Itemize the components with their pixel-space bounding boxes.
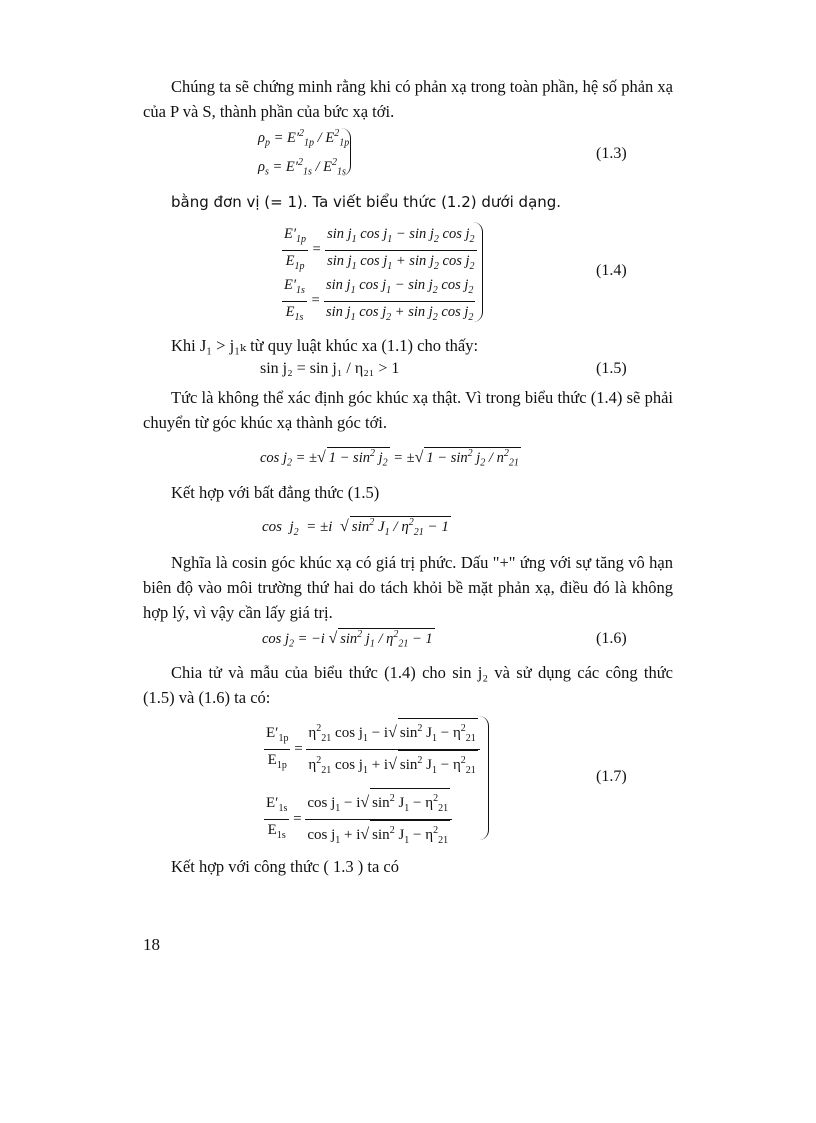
- brace-1-3: [340, 128, 351, 176]
- equation-number-1-7: (1.7): [596, 768, 627, 785]
- paragraph-complex: Nghĩa là cosin góc khúc xạ có giá trị phức. Dấu "+" ứng với sự tăng vô hạn biên độ vào môi trường thứ hai do tách khỏi bề mặt phản xạ, điều đó là không hợp lý, vì vậy cần lấy giá trị.: [143, 553, 673, 622]
- paragraph-when: Khi J₁ > j₁ₖ từ quy luật khúc xa (1.1) cho thấy:: [171, 336, 479, 355]
- equation-1-4-s: $\frac{E'_{1s}}{E_{1s}}$ = $\frac{\sin j_1 \cos j_1 - \sin j_2 \cos j_2}{\sin j_1 \cos j_2 + \sin j_2 \cos j_2}$: [284, 277, 474, 323]
- equation-1-3-line1: $\rho_p = E'^2_{1p} / E^2_{1p}$: [258, 128, 350, 149]
- equation-1-7-s: $\frac{E'_{1s}}{E_{1s}}$ = $\frac{\cos j_1 - i√ \sin^2 J_1 - \eta^2_{21}}{\cos j_1 + i√ \sin^2 J_1 - \eta^2_{21}}$: [264, 788, 452, 851]
- equation-number-1-6: (1.6): [596, 630, 627, 647]
- brace-1-7: [478, 716, 489, 840]
- page-number: 18: [143, 935, 160, 954]
- equation-cos-j2-complex: $\cos j_2 = \pm i$ √ $\sin^2 J_1 / \eta^2_{21} - 1$: [262, 517, 449, 538]
- paragraph-cannot: Tức là không thể xác định góc khúc xạ thật. Vì trong biểu thức (1.4) sẽ phải chuyển từ góc khúc xạ thành góc tới.: [143, 388, 673, 432]
- equation-1-7-p: $\frac{E'_{1p}}{E_{1p}}$ = $\frac{\eta^2_{21} \cos j_1 - i√ \sin^2 J_1 - \eta^2_{21}}{\eta^2_{21} \cos j_1 + i√ \sin^2 J_1 - \eta^2_{21}}$: [264, 718, 480, 781]
- equation-1-5: sin j₂ = sin j₁ / η₂₁ > 1: [260, 360, 400, 377]
- paragraph-combine: Kết hợp với bất đẳng thức (1.5): [171, 483, 380, 502]
- paragraph-divide: Chia tử và mẫu của biểu thức (1.4) cho sin j₂ và sử dụng các công thức (1.5) và (1.6) ta có:: [143, 663, 673, 707]
- equation-1-4-p: $\frac{E'_{1p}}{E_{1p}}$ = $\frac{\sin j_1 \cos j_1 - \sin j_2 \cos j_2}{\sin j_1 \cos j_1 + \sin j_2 \cos j_2}$: [284, 226, 475, 272]
- brace-1-4: [470, 222, 483, 322]
- equation-number-1-4: (1.4): [596, 262, 627, 279]
- equation-cos-j2: $\cos j_2$ = ±√ $1 - \sin^2 j_2$ = ±√ $1 - \sin^2 j_2 / n^2_{21}$: [260, 448, 519, 469]
- paragraph-intro: Chúng ta sẽ chứng minh rằng khi có phản xạ trong toàn phần, hệ số phản xạ của P và S, thành phần của bức xạ tới.: [143, 77, 673, 121]
- paragraph-unit: bằng đơn vị (= 1). Ta viết biểu thức (1.2) dưới dạng.: [171, 193, 562, 211]
- equation-1-3-line2: $\rho_s = E'^2_{1s} / E^2_{1s}$: [258, 157, 346, 178]
- equation-number-1-3: (1.3): [596, 145, 627, 162]
- equation-1-6: $\cos j_2 = -i$ √ $\sin^2 j_1 / \eta^2_{21} - 1$: [262, 629, 433, 650]
- equation-number-1-5: (1.5): [596, 360, 627, 377]
- paragraph-final: Kết hợp với công thức ( 1.3 ) ta có: [171, 857, 400, 876]
